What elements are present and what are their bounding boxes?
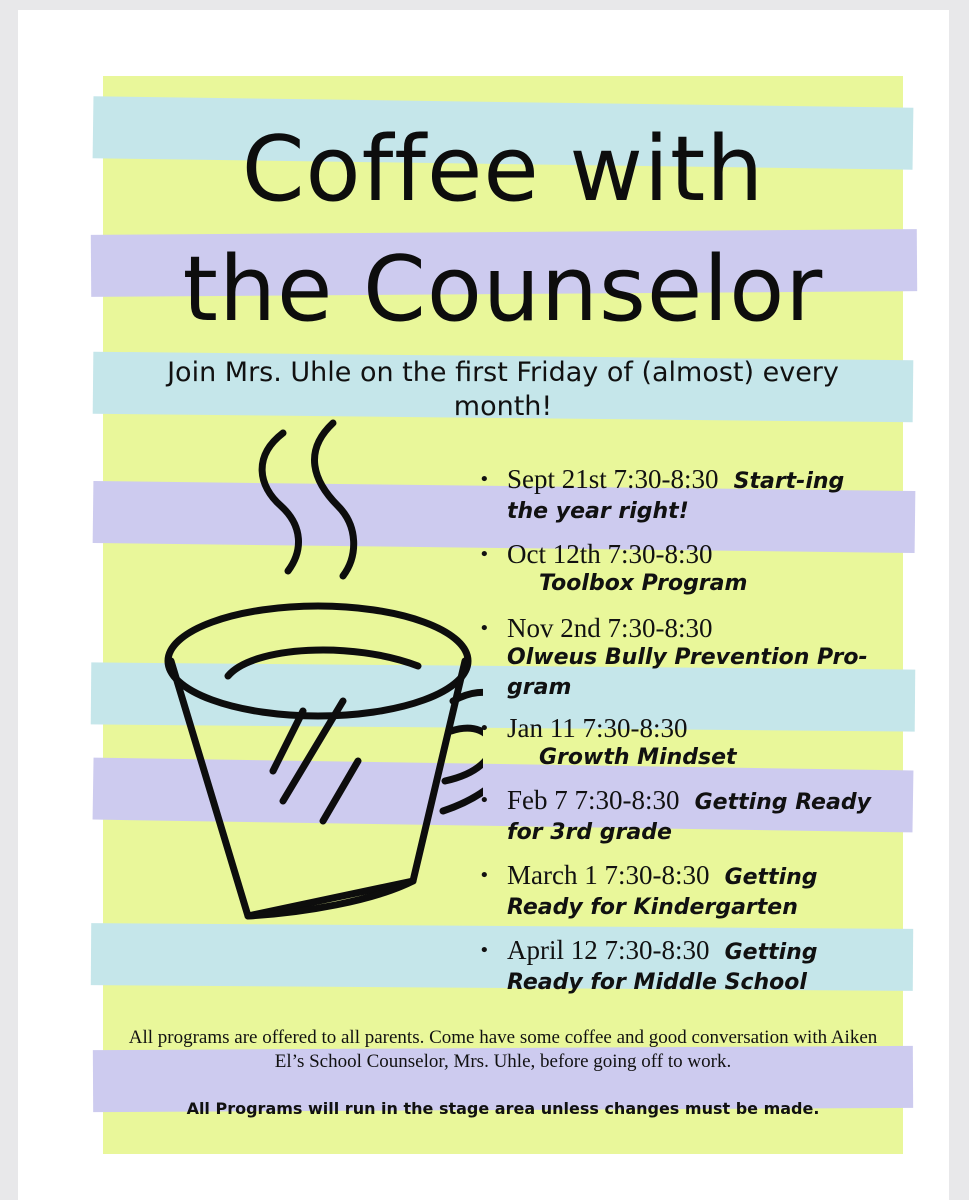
flyer bbox=[103, 76, 903, 1154]
event-topic: Getting Ready for Kindergarten bbox=[507, 865, 818, 920]
bullet: • bbox=[479, 940, 490, 961]
coffee-mug-icon bbox=[153, 411, 483, 931]
page-sheet bbox=[18, 10, 949, 1200]
event-topic: Olweus Bully Prevention Pro-gram bbox=[507, 645, 868, 700]
title-line-2: the Counselor bbox=[182, 237, 824, 342]
list-item bbox=[473, 935, 893, 998]
event-date: Sept 21st 7:30-8:30 bbox=[507, 464, 719, 494]
event-date: Jan 11 7:30-8:30 bbox=[507, 713, 688, 743]
event-date: April 12 7:30-8:30 bbox=[507, 935, 710, 965]
steam-line bbox=[314, 423, 353, 576]
bullet: • bbox=[479, 865, 490, 886]
list-item bbox=[473, 860, 893, 923]
subtitle: Join Mrs. Uhle on the first Friday of (almost) every month! bbox=[167, 357, 839, 422]
list-item bbox=[473, 785, 893, 848]
bullet: • bbox=[479, 469, 490, 490]
event-topic: Getting Ready for 3rd grade bbox=[507, 790, 871, 845]
event-topic: Growth Mindset bbox=[539, 745, 737, 770]
event-date: Oct 12th 7:30-8:30 bbox=[507, 539, 713, 569]
bullet: • bbox=[479, 618, 490, 639]
event-date: Nov 2nd 7:30-8:30 bbox=[507, 613, 713, 643]
title-line-1: Coffee with bbox=[241, 117, 765, 222]
event-topic: Getting Ready for Middle School bbox=[507, 940, 818, 995]
list-item bbox=[473, 539, 893, 599]
bullet: • bbox=[479, 544, 490, 565]
list-item bbox=[473, 713, 893, 773]
event-topic: Toolbox Program bbox=[539, 571, 748, 596]
footer-note: All Programs will run in the stage area unless changes must be made. bbox=[186, 1099, 820, 1118]
mug-rim bbox=[168, 606, 468, 716]
steam-line bbox=[262, 433, 298, 571]
bullet: • bbox=[479, 718, 490, 739]
list-item bbox=[473, 464, 893, 527]
list-item bbox=[473, 613, 893, 703]
footer-text: All programs are offered to all parents. Come have some coffee and good conversation with Aiken El’s School Counselor, Mrs. Uhle, before going off to work. bbox=[128, 1027, 878, 1072]
event-list bbox=[473, 464, 893, 998]
event-topic: Start-ing the year right! bbox=[507, 469, 845, 524]
event-date: March 1 7:30-8:30 bbox=[507, 860, 710, 890]
bullet: • bbox=[479, 790, 490, 811]
event-date: Feb 7 7:30-8:30 bbox=[507, 785, 680, 815]
